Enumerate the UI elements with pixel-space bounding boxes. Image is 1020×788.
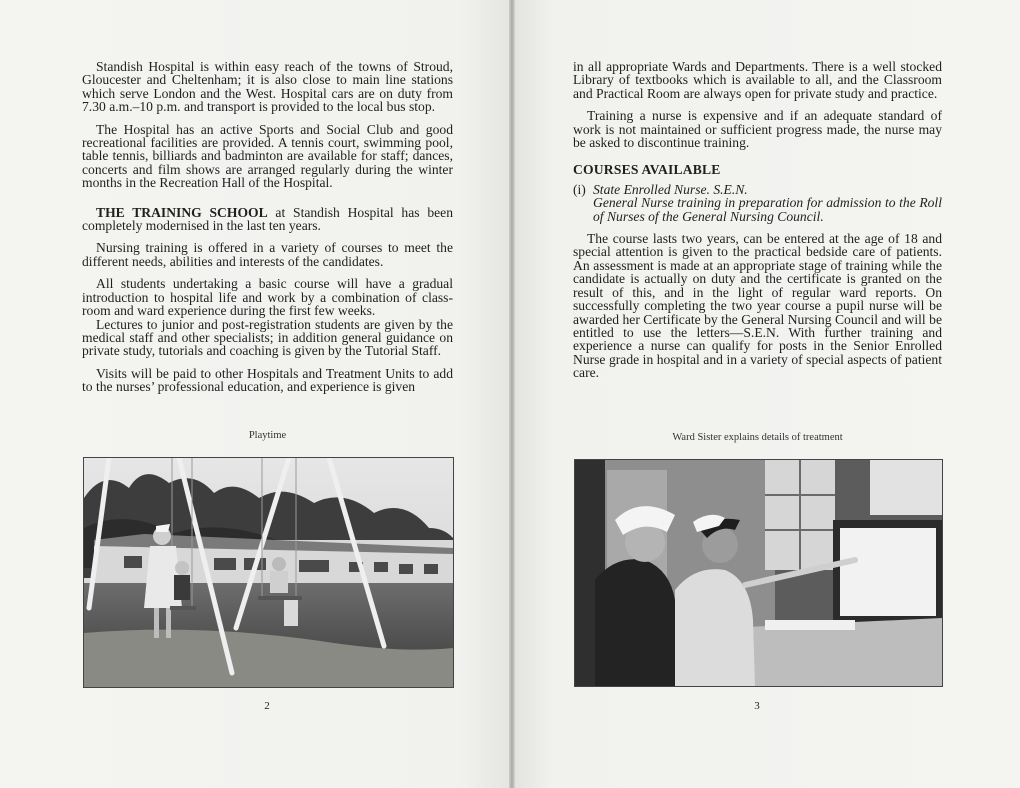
ward-sister-caption: Ward Sister explains details of treatment <box>672 432 843 443</box>
training-cost-paragraph: Training a nurse is expensive and if an adequate standard of work is not maintained or sufficient progress made, the nurse may be asked to discontinue training. <box>573 108 942 151</box>
page-gutter <box>509 0 515 788</box>
ward-sister-photo <box>574 459 943 687</box>
course-description-paragraph: The course lasts two years, can be entered at the age of 18 and special attention is given to the practical bedside care of patients. An assessment is made at an appropriate stage of training while the candidate is actually on duty and the certificate is granted on the result of this, and in the light of regular ward reports. On successfully completing the two year course a pupil nurse will be awarded her Certificate by the General Nursing Council and will be entitled to use the letters—S.E.N. With further training and experience a nurse can qualify for posts in the Senior Enrolled Nurse grade in hospital and in a variety of special aspects of patient care. <box>573 231 942 381</box>
location-paragraph: Standish Hospital is within easy reach of the towns of Stroud, Gloucester and Cheltenham; it is also close to main line stations which serve London and the West. Hospital cars are on duty from 7.30 a.m.–10 p.m. and transport is provided to the local bus stop. <box>82 59 453 115</box>
page-number-left: 2 <box>264 700 270 712</box>
visits-paragraph: Visits will be paid to other Hospitals and Treatment Units to add to the nurses’ professional education, and experience is given <box>82 365 453 395</box>
lectures-paragraph: Lectures to junior and post-registration students are given by the medical staff and other specialists; in addition general guidance on private study, tutorials and coaching is given by the Tutorial Staff. <box>82 316 453 359</box>
training-school-text: at Standish Hospital has been completely modernised in the last ten years. <box>82 204 453 234</box>
courses-variety-paragraph: Nursing training is offered in a variety of courses to meet the different needs, abilities and interests of the candidates. <box>82 240 453 269</box>
courses-available-heading: COURSES AVAILABLE <box>573 162 721 178</box>
training-school-heading: THE TRAINING SCHOOL <box>96 204 268 220</box>
recreation-paragraph: The Hospital has an active Sports and Social Club and good recreational facilities are provided. A tennis court, swimming pool, table tennis, billiards and badminton are available for staff; dances, concerts and film shows are arranged regularly during the winter months in the Recreation Hall of the Hospital. <box>82 121 453 191</box>
right-text-column <box>573 60 942 389</box>
library-paragraph: in all appropriate Wards and Departments. There is a well stocked Library of textbooks which is available to all, and the Classroom and Practical Room are always open for private study and practice. <box>573 59 942 101</box>
introduction-paragraph: All students undertaking a basic course will have a gradual introduction to hospital life and work by a combination of class-room and ward experience during the first few weeks. <box>82 276 453 319</box>
course-item-subtitle: General Nurse training in preparation for admission to the Roll of Nurses of the General Nursing Council. <box>593 195 942 224</box>
course-item-number: (i) <box>573 181 586 197</box>
course-item-title: State Enrolled Nurse. S.E.N. <box>593 181 748 197</box>
left-text-column <box>82 60 453 403</box>
course-item <box>573 183 942 196</box>
page-number-right: 3 <box>754 700 760 712</box>
playtime-caption: Playtime <box>248 430 287 441</box>
training-school-paragraph <box>82 206 453 233</box>
playtime-photo <box>83 457 454 688</box>
